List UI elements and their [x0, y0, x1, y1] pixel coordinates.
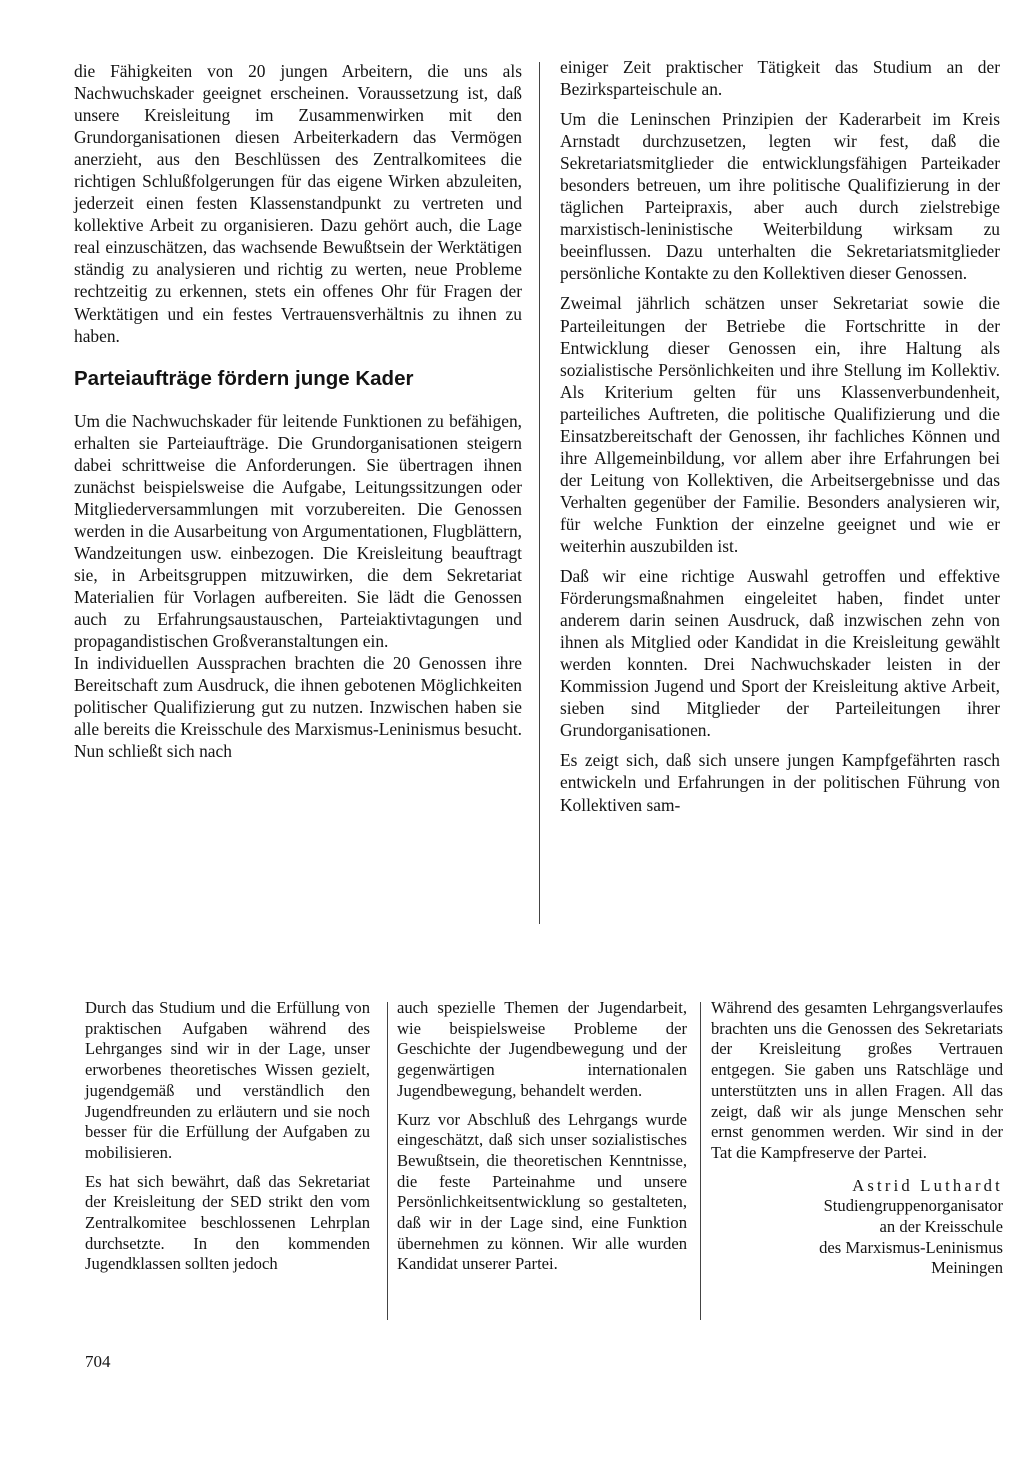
paragraph: die Fähigkeiten von 20 jungen Arbeitern, die uns als Nachwuchskader geeignet erscheinen. Voraussetzung ist, daß unsere Kreisleitung im Zusammenwirken mit den Grundorganisationen diesen Arbeiterkadern das Vermögen anerzieht, aus den Beschlüssen des Zentralkomitees die richtigen Schlußfolgerungen für das eigene Wirken abzuleiten, jederzeit einen festen Klassenstandpunkt zu vertreten und kollektive Arbeit zu organisieren. Dazu gehört auch, die Lage real einzuschätzen, das wachsende Bewußtsein der Werktätigen ständig zu analysieren und richtig zu werten, neue Probleme rechtzeitig zu erkennen, stets ein offenes Ohr für Fragen der Werktätigen und ein festes Vertrauensverhältnis zu ihnen zu haben.: [74, 61, 522, 346]
paragraph: Es hat sich bewährt, daß das Sekretariat der Kreisleitung der SED strikt den vom Zentralkomitee beschlossenen Lehrplan durchsetzte. In den kommenden Jugendklassen sollten jedoch: [85, 1171, 370, 1274]
author-affiliation: an der Kreisschule: [879, 1217, 1003, 1237]
paragraph: Zweimal jährlich schätzen unser Sekretariat sowie die Parteileitungen der Betriebe die Fortschritte in der Entwicklung dieser Genossen ein, ihre Haltung als sozialistische Persönlichkeiten und ihre Stellung im Kollektiv. Als Kriterium gelten für uns Klassenverbundenheit, parteiliches Auftreten, die politische Qualifizierung und die Einsatzbereitschaft der Genossen, ihr fachliches Können und ihre Allgemeinbildung, vor allem aber ihre Erfahrungen bei der Leitung von Kollektiven, die Arbeitsergebnisse und das Verhalten gegenüber der Familie. Besonders analysieren wir, für welche Funktion der einzelne geeignet und wie er weiterhin auszubilden ist.: [560, 293, 1000, 556]
signature-block: [711, 1176, 1003, 1280]
paragraph: Um die Nachwuchskader für leitende Funktionen zu befähigen, erhalten sie Parteiaufträge. Die Grundorganisationen steigern dabei schrittweise die Anforderungen. Sie übertragen ihnen zunächst beispielsweise die Aufgabe, Leitungssitzungen oder Mitgliederversammlungen mit vorzubereiten. Die Genossen werden in die Ausarbeitung von Argumentationen, Flugblättern, Wandzeitungen usw. einbezogen. Die Kreisleitung beauftragt sie, in Arbeitsgruppen mitzuwirken, die dem Sekretariat Materialien für Vorlagen aufbereiten. Sie lädt die Genossen auch zu Erfahrungsaustauschen, Parteiaktivtagungen und propagandistischen Großveranstaltungen ein.: [74, 410, 522, 652]
paragraph: auch spezielle Themen der Jugendarbeit, wie beispielsweise Probleme der Geschichte der Jugendbewegung und der gegenwärtigen internationalen Jugendbewegung, behandelt werden.: [397, 998, 687, 1100]
paragraph: Durch das Studium und die Erfüllung von praktischen Aufgaben während des Lehrganges sind wir in der Lage, unser erworbenes theoretisches Wissen gezielt, jugendgemäß und verständlich den Jugendfreunden zu erläutern und sie noch besser für die Erfüllung der Aufgaben zu mobilisieren.: [85, 998, 370, 1162]
paragraph: Es zeigt sich, daß sich unsere jungen Kampfgefährten rasch entwickeln und Erfahrungen in der politischen Führung von Kollektiven sam-: [560, 750, 1000, 815]
paragraph: In individuellen Aussprachen brachten die 20 Genossen ihre Bereitschaft zum Ausdruck, die ihnen gebotenen Möglichkeiten politischer Qualifizierung gut zu nutzen. Inzwischen haben sie alle bereits die Kreisschule des Marxismus-Leninismus besucht. Nun schließt sich nach: [74, 653, 522, 762]
column-divider: [700, 1002, 701, 1320]
author-affiliation: des Marxismus-Leninismus: [819, 1237, 1003, 1257]
author-location: Meiningen: [931, 1258, 1003, 1278]
author-name: Astrid Luthardt: [852, 1175, 1003, 1195]
article-column-left: [74, 60, 522, 762]
letter-column-3: [711, 998, 1003, 1279]
page-number: 704: [85, 1352, 111, 1371]
paragraph: Kurz vor Abschluß des Lehrgangs wurde eingeschätzt, daß sich unser sozialistisches Bewußtsein, die theoretischen Kenntnisse, die feste Parteinahme und unsere Persönlichkeitsentwicklung so gestalteten, daß wir in der Lage sind, eine Funktion übernehmen zu können. Wir alle wurden Kandidat unserer Partei.: [397, 1109, 687, 1274]
paragraph: Während des gesamten Lehrgangsverlaufes brachten uns die Genossen des Sekretariats der Kreisleitung großes Vertrauen entgegen. Sie gaben uns Ratschläge und unterstützten uns in allen Fragen. All das zeigt, daß wir als junge Menschen sehr ernst genommen werden. Wir sind in der Tat die Kampfreserve der Partei.: [711, 998, 1003, 1162]
letter-column-2: [397, 998, 687, 1275]
letter-column-1: [85, 998, 370, 1275]
column-divider: [539, 62, 540, 924]
column-divider: [387, 1002, 388, 1320]
article-column-right: [560, 56, 1000, 816]
paragraph: Daß wir eine richtige Auswahl getroffen und effektive Förderungsmaßnahmen eingeleitet haben, findet unter anderem darin seinen Ausdruck, daß inzwischen zehn von ihnen als Mitglied oder Kandidat in die Kreisleitung gewählt werden konnten. Drei Nachwuchskader leisten in der Kommission Jugend und Sport der Kreisleitung aktive Arbeit, sieben sind Mitglieder der Parteileitungen ihrer Grundorganisationen.: [560, 566, 1000, 741]
paragraph: einiger Zeit praktischer Tätigkeit das Studium an der Bezirksparteischule an.: [560, 57, 1000, 100]
author-title: Studiengruppenorganisator: [823, 1196, 1003, 1216]
paragraph: Um die Leninschen Prinzipien der Kaderarbeit im Kreis Arnstadt durchzusetzen, legten wir fest, daß die Sekretariatsmitglieder die entwicklungsfähigen Parteikader besonders betreuen, um ihre politische Qualifizierung in der täglichen Parteipraxis, aber auch durch zielstrebige marxistisch-leninistische Weiterbildung wirksam zu beeinflussen. Dazu unterhalten die Sekretariatsmitglieder persönliche Kontakte zu den Kollektiven dieser Genossen.: [560, 109, 1000, 284]
section-heading: Parteiaufträge fördern junge Kader: [74, 366, 414, 390]
